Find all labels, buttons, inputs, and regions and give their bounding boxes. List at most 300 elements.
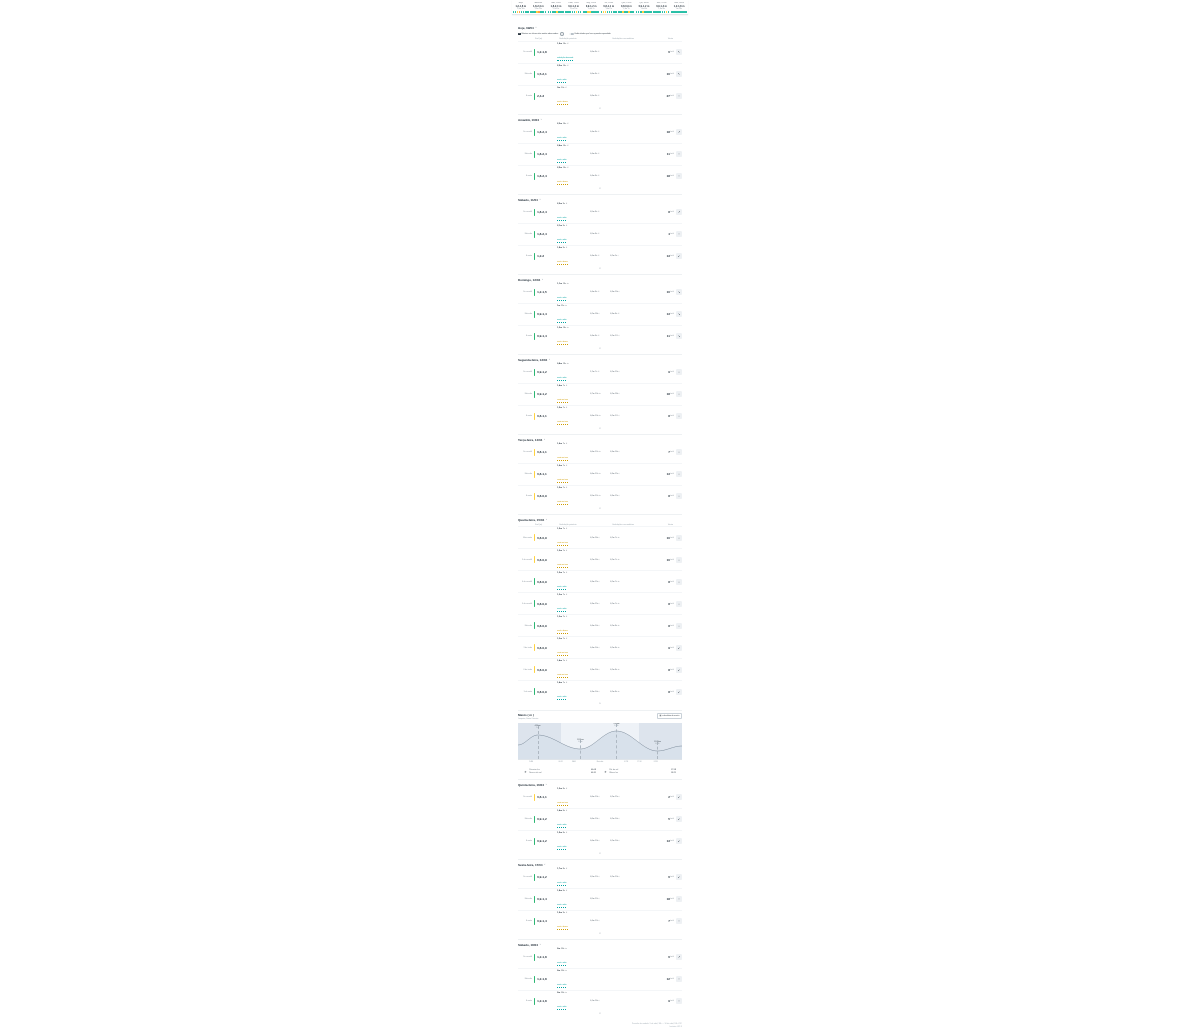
primary-swell-note-text[interactable]: vento em terra bbox=[557, 398, 568, 401]
wind-cell bbox=[652, 93, 682, 99]
wind-speed-value: 18 bbox=[666, 174, 670, 179]
tide-axis-tick: 06:31 bbox=[558, 760, 563, 763]
condition-bar bbox=[636, 11, 652, 13]
day-tab-surf-range: 0,8-0,9 m bbox=[621, 4, 632, 8]
wind-direction-icon[interactable]: ↙ bbox=[677, 839, 681, 844]
day-section-title-text: Quinta-feira, 16/04 bbox=[518, 782, 545, 787]
primary-swell-note-text[interactable]: maré a descer bbox=[557, 925, 568, 928]
chevron-down-icon: ∨ bbox=[545, 784, 548, 787]
day-section bbox=[518, 939, 682, 1016]
wind-direction-icon[interactable]: ↘ bbox=[677, 334, 681, 339]
wind-direction-icon[interactable]: ↑ bbox=[676, 918, 682, 924]
primary-swell-note-text[interactable]: maré a subir bbox=[557, 983, 567, 986]
wind-direction-icon[interactable]: ↙ bbox=[677, 817, 681, 822]
primary-swell-cell bbox=[557, 406, 590, 427]
primary-swell-note-text[interactable]: ondulação observada bbox=[557, 56, 574, 59]
wind-cell bbox=[652, 689, 682, 695]
primary-swell-note-text[interactable]: maré a descer bbox=[557, 100, 568, 103]
sunset-group bbox=[604, 769, 676, 775]
chevron-down-icon: ∨ bbox=[541, 279, 544, 282]
wind-cell bbox=[652, 289, 682, 295]
secondary-swells bbox=[590, 51, 652, 53]
primary-swell-note-text[interactable]: maré a descer bbox=[557, 340, 568, 343]
forecast-row bbox=[518, 165, 682, 187]
header-wind: Vento bbox=[667, 523, 673, 526]
wind-speed-unit: km/h bbox=[670, 95, 674, 98]
forecast-row bbox=[518, 947, 682, 968]
rating-bar bbox=[534, 600, 535, 607]
wind-direction-icon[interactable]: ↑ bbox=[676, 998, 682, 1004]
day-section bbox=[518, 434, 682, 511]
wind-direction-icon[interactable]: ↑ bbox=[676, 93, 682, 99]
surf-height-value: 0,8-0,9 bbox=[537, 601, 547, 606]
wind-direction-icon[interactable]: ↙ bbox=[677, 254, 681, 259]
day-tab-name: Ter, 14/04 bbox=[604, 2, 614, 4]
tide-extreme-marker-line bbox=[616, 724, 617, 759]
day-tab[interactable] bbox=[600, 2, 618, 13]
wind-direction-icon[interactable]: ↓ bbox=[676, 493, 682, 499]
primary-swell-value: 1,3m 7s ↗ bbox=[557, 638, 568, 641]
section-expander[interactable]: ∨ bbox=[599, 106, 601, 110]
day-section-title-text: Sábado, 18/04 bbox=[518, 942, 539, 947]
wind-direction-icon[interactable]: ↖ bbox=[677, 50, 681, 55]
time-of-day-label: Meia-noite bbox=[523, 536, 532, 539]
primary-swell-value: 0,8m 13s ↘ bbox=[557, 362, 569, 365]
wind-cell bbox=[652, 601, 682, 607]
time-of-day-label: De manhã bbox=[523, 876, 532, 879]
primary-swell-note-text[interactable]: maré a subir bbox=[557, 78, 567, 81]
secondary-swells bbox=[590, 603, 652, 605]
day-tab-surf-range: 0,9-1,4 m bbox=[568, 4, 579, 8]
primary-swell-value: 2,2m 9s ↗ bbox=[557, 202, 568, 205]
primary-swell-note-text[interactable]: maré a subir bbox=[557, 318, 567, 321]
day-section bbox=[518, 859, 682, 936]
swell-direction-icon: ↗ bbox=[565, 660, 568, 663]
primary-swell-note-text[interactable]: maré a subir bbox=[557, 881, 567, 884]
time-of-day-label: 3 da manhã bbox=[522, 558, 532, 561]
wind-direction-icon[interactable]: ↖ bbox=[677, 72, 681, 77]
wind-cell bbox=[652, 391, 682, 397]
last-light-label: Última luz bbox=[609, 772, 618, 775]
wind-direction-icon[interactable]: ↗ bbox=[677, 130, 681, 135]
day-tab-surf-range: 1,2-1,8 m bbox=[515, 4, 527, 8]
tide-extreme-time: 4:54am bbox=[534, 724, 541, 727]
primary-swell-note-text[interactable]: maré a subir bbox=[557, 376, 567, 379]
wind-direction-icon[interactable]: ↓ bbox=[676, 471, 682, 477]
wind-cell bbox=[652, 333, 682, 339]
day-tab[interactable] bbox=[635, 2, 653, 13]
primary-swell-note-text[interactable]: vento em terra bbox=[557, 652, 568, 655]
primary-swell-value: 1,5m 7s ↗ bbox=[557, 486, 568, 489]
time-of-day-label: 3 da tarde bbox=[523, 646, 532, 649]
wind-direction-icon[interactable]: ↙ bbox=[677, 875, 681, 880]
day-section-title-text: Sábado, 11/04 bbox=[518, 197, 538, 202]
wind-speed-value: 7 bbox=[668, 919, 670, 924]
tide-extreme-time: 11:32pm bbox=[653, 740, 661, 743]
primary-swell-height: 1,3m bbox=[557, 638, 563, 641]
primary-swell-value: 1,4m 7s ↗ bbox=[557, 384, 568, 387]
wind-direction-icon[interactable]: ↓ bbox=[676, 391, 682, 397]
wind-speed-value: 8 bbox=[668, 689, 670, 694]
wind-direction-icon[interactable]: ↙ bbox=[677, 689, 681, 694]
primary-swell-height: 1m bbox=[557, 304, 561, 307]
section-expander[interactable]: ∧ bbox=[599, 702, 601, 706]
observed-heights-checkbox[interactable]: ✓ bbox=[518, 32, 521, 35]
time-of-day-label: Meio-dia bbox=[524, 73, 532, 76]
wind-speed-unit: km/h bbox=[670, 668, 674, 671]
wind-speed-unit: km/h bbox=[670, 495, 674, 498]
primary-swell-note-text[interactable]: maré a descer bbox=[557, 180, 568, 183]
swell-direction-icon: ↗ bbox=[566, 122, 569, 125]
time-of-day-label: Meio-dia bbox=[524, 473, 532, 476]
time-of-day-label: À noite bbox=[526, 495, 532, 498]
wind-direction-icon[interactable]: ↓ bbox=[676, 369, 682, 375]
secondary-swell-cell: 0,3m 14s ↓ bbox=[590, 668, 600, 671]
primary-swell-cell bbox=[557, 326, 590, 347]
secondary-swell-cell: 0,5m 12s ↘ bbox=[590, 495, 601, 498]
wind-cell bbox=[652, 535, 682, 541]
secondary-swells bbox=[590, 840, 652, 842]
primary-swell-height: 1,7m bbox=[557, 867, 563, 870]
secondary-swell-cell: 0,2m 8s ↘ bbox=[610, 690, 620, 693]
day-tab[interactable] bbox=[565, 2, 583, 13]
tide-extreme-label bbox=[654, 741, 661, 745]
surf-height-value: 2,4-3 bbox=[537, 94, 545, 99]
chevron-down-icon: ∨ bbox=[543, 439, 546, 442]
day-tab-metrics: 1,4m 7s bbox=[587, 8, 595, 11]
primary-swell-note-text[interactable]: maré a subir bbox=[557, 136, 567, 139]
day-tab-surf-range: 1,8-2,4 m bbox=[533, 4, 544, 8]
wind-speed-value: 10 bbox=[666, 535, 670, 540]
primary-swell-note-text[interactable]: maré a descer bbox=[557, 630, 568, 633]
wind-speed-value: 11 bbox=[666, 334, 670, 339]
wind-direction-icon[interactable]: ↑ bbox=[676, 976, 682, 982]
primary-swell-note-text[interactable]: maré a subir bbox=[557, 586, 567, 589]
forecast-row bbox=[518, 830, 682, 852]
wind-speed-value: 18 bbox=[666, 392, 670, 397]
day-tab[interactable] bbox=[582, 2, 600, 13]
tide-axis-tick: 2 AM bbox=[529, 760, 534, 763]
day-tab-surf-range: 1,2-1,8 m bbox=[673, 4, 685, 8]
rating-bar bbox=[534, 493, 535, 500]
wind-speed-unit: km/h bbox=[670, 840, 674, 843]
day-section-title-text: Amanhã, 10/04 bbox=[518, 117, 540, 122]
day-tab[interactable] bbox=[653, 2, 671, 13]
section-expander[interactable]: ∨ bbox=[599, 851, 601, 855]
swell-direction-icon: ↗ bbox=[565, 442, 568, 445]
wind-direction-icon[interactable]: ↙ bbox=[677, 667, 681, 672]
wind-direction-icon[interactable]: ↑ bbox=[676, 896, 682, 902]
wind-direction-icon[interactable]: ↓ bbox=[676, 623, 682, 629]
wind-speed-value: 6 bbox=[668, 955, 670, 960]
primary-swell-value: 1,3m 8s ↗ bbox=[557, 787, 568, 790]
day-section-title[interactable] bbox=[518, 518, 682, 522]
day-tab-surf-range: 0,9-1,2 m bbox=[638, 4, 650, 8]
secondary-swell-cell: 0,2m 8s ↘ bbox=[610, 646, 620, 649]
footer-line2: horários LST-3 bbox=[669, 1026, 682, 1029]
condition-segment bbox=[542, 11, 544, 13]
primary-swell-note-text[interactable]: maré a subir bbox=[557, 961, 567, 964]
condition-segment bbox=[527, 11, 529, 13]
secondary-swells bbox=[590, 495, 652, 497]
wind-cell bbox=[652, 151, 682, 157]
primary-swell-height: 2,4m bbox=[557, 144, 563, 147]
wind-direction-icon[interactable]: ↘ bbox=[677, 290, 681, 295]
forecast-row bbox=[518, 41, 682, 63]
primary-swell-note-text[interactable]: maré a subir bbox=[557, 1005, 567, 1008]
forecast-row bbox=[518, 990, 682, 1012]
wind-direction-icon[interactable]: ↓ bbox=[676, 413, 682, 419]
wind-direction-icon[interactable]: ↑ bbox=[676, 231, 682, 237]
secondary-swell-cell: 0,5m 12s ↓ bbox=[590, 898, 600, 901]
rating-bar bbox=[534, 151, 535, 158]
secondary-swell-cell: 0,3m 16s ↓ bbox=[610, 451, 620, 454]
primary-swell-height: 1,4m bbox=[557, 660, 563, 663]
section-expander[interactable]: ∨ bbox=[599, 1011, 601, 1015]
primary-swell-cell bbox=[557, 911, 590, 932]
wind-speed-unit: km/h bbox=[670, 796, 674, 799]
surf-height-value: 0,9-1,2 bbox=[537, 817, 547, 822]
primary-swell-note-text[interactable]: vento em terra bbox=[557, 500, 568, 503]
secondary-swell-cell: 0,2m 14s ↓ bbox=[610, 818, 620, 821]
secondary-swells bbox=[590, 920, 652, 922]
tide-extreme-label bbox=[577, 739, 584, 743]
time-of-day-label: Meio-dia bbox=[524, 898, 532, 901]
secondary-swell-cell: 0,1m 16s ↓ bbox=[590, 1000, 600, 1003]
primary-swell-note-text[interactable]: maré a subir bbox=[557, 823, 567, 826]
header-surf: Surf (m) bbox=[535, 523, 543, 526]
time-of-day-label: De manhã bbox=[523, 796, 532, 799]
swell-direction-icon: ↗ bbox=[565, 867, 568, 870]
swell-direction-icon: ↗ bbox=[565, 889, 568, 892]
primary-swell-height: 1,6m bbox=[557, 464, 563, 467]
secondary-swells bbox=[590, 255, 652, 257]
time-of-day-label: Meio-dia bbox=[524, 313, 532, 316]
condition-segment bbox=[664, 11, 666, 13]
wind-cell bbox=[652, 557, 682, 563]
wind-speed-value: 9 bbox=[668, 999, 670, 1004]
day-section-title[interactable] bbox=[518, 26, 682, 30]
secondary-swell-cell: 0,6m 13s ↓ bbox=[590, 796, 600, 799]
primary-swell-note-text[interactable]: vento em terra bbox=[557, 564, 568, 567]
primary-swell-note-text[interactable]: maré a subir bbox=[557, 158, 567, 161]
day-tab-metrics: 1,4m 8s bbox=[640, 8, 648, 11]
time-of-day-label: À noite bbox=[526, 1000, 532, 1003]
condition-bar bbox=[565, 11, 581, 13]
section-expander[interactable]: ∨ bbox=[599, 186, 601, 190]
sunset-icon: ☀ bbox=[604, 770, 607, 775]
swell-direction-icon: ↘ bbox=[565, 991, 567, 994]
primary-swell-value: 1,3m 7s ↗ bbox=[557, 616, 568, 619]
forecast-row bbox=[518, 63, 682, 85]
tide-calendar-label: calendário de marés bbox=[662, 715, 680, 718]
day-tab[interactable] bbox=[670, 2, 688, 13]
primary-swell-value: 1,2m 7s ↗ bbox=[557, 528, 568, 531]
primary-swell-note-text[interactable]: vento em terra bbox=[557, 674, 568, 677]
primary-swell-note-text[interactable]: maré a subir bbox=[557, 845, 567, 848]
wind-cell bbox=[652, 493, 682, 499]
day-tab[interactable] bbox=[530, 2, 548, 13]
forecast-row bbox=[518, 570, 682, 592]
day-tab[interactable] bbox=[547, 2, 565, 13]
primary-swell-note-text[interactable]: maré a subir bbox=[557, 216, 567, 219]
wind-speed-unit: km/h bbox=[670, 211, 674, 214]
wind-speed-unit: km/h bbox=[670, 51, 674, 54]
primary-swell-height: 1,2m bbox=[557, 572, 563, 575]
rating-bar bbox=[534, 209, 535, 216]
primary-swell-value: 2m 18s ↘ bbox=[557, 947, 567, 950]
primary-swell-height: 1,8m bbox=[557, 889, 563, 892]
primary-swell-note-text[interactable]: vento em terra bbox=[557, 542, 568, 545]
primary-swell-cell bbox=[557, 681, 590, 702]
wind-direction-icon[interactable]: ↘ bbox=[677, 312, 681, 317]
swell-direction-icon: ↗ bbox=[565, 246, 568, 249]
secondary-swell-cell: 0,2m 7s ↘ bbox=[610, 558, 620, 561]
secondary-swell-cell: 0,5m 12s ↓ bbox=[590, 876, 600, 879]
day-tab-metrics: 1,1m 15s bbox=[569, 8, 578, 11]
primary-swell-note-text[interactable]: maré a subir bbox=[557, 238, 567, 241]
day-tab-surf-range: 0,9-1,4 m bbox=[656, 4, 667, 8]
wind-speed-value: 7 bbox=[668, 450, 670, 455]
primary-swell-cell bbox=[557, 947, 590, 968]
condition-bar bbox=[548, 11, 564, 13]
wind-speed-unit: km/h bbox=[670, 876, 674, 879]
tide-chart[interactable] bbox=[518, 723, 682, 759]
primary-swell-value: 2,4m 10s ↗ bbox=[557, 144, 569, 147]
wind-direction-icon[interactable]: ↓ bbox=[676, 557, 682, 563]
info-icon[interactable]: i bbox=[560, 32, 564, 36]
forecast-column bbox=[518, 15, 682, 1035]
primary-swell-value: 1,6m 7s ↗ bbox=[557, 464, 568, 467]
tide-calendar-button[interactable] bbox=[657, 713, 682, 719]
wind-direction-icon[interactable]: ↓ bbox=[676, 535, 682, 541]
condition-bar bbox=[618, 11, 634, 13]
primary-swell-note bbox=[557, 596, 590, 614]
day-tab[interactable] bbox=[512, 2, 530, 13]
swell-direction-icon: ↗ bbox=[565, 831, 568, 834]
surf-height-value: 1,8-2,4 bbox=[537, 174, 547, 179]
swell-direction-icon: ↘ bbox=[565, 304, 567, 307]
wind-speed-unit: km/h bbox=[670, 451, 674, 454]
sunrise-value: 06:31 bbox=[590, 772, 596, 775]
day-tab[interactable] bbox=[618, 2, 636, 13]
wind-direction-icon[interactable]: ↓ bbox=[676, 449, 682, 455]
wind-speed-unit: km/h bbox=[670, 1000, 674, 1003]
wind-speed-value: 13 bbox=[666, 312, 670, 317]
sunrise-group bbox=[524, 769, 596, 775]
section-expander[interactable]: ∨ bbox=[599, 931, 601, 935]
wind-speed-unit: km/h bbox=[670, 978, 674, 981]
secondary-swells bbox=[590, 876, 652, 878]
rating-bar bbox=[534, 998, 535, 1005]
day-tab-metrics: 1,6m 7s bbox=[605, 8, 612, 11]
primary-swell-cell bbox=[557, 122, 590, 143]
surf-height-value: 0,8-0,9 bbox=[537, 689, 547, 694]
surf-height-value: 0,9-1,2 bbox=[537, 875, 547, 880]
wind-speed-value: 9 bbox=[668, 370, 670, 375]
primary-swell-note-text[interactable]: maré a subir bbox=[557, 296, 567, 299]
primary-swell-note-text[interactable]: maré a descer bbox=[557, 260, 568, 263]
time-of-day-label: De manhã bbox=[523, 291, 532, 294]
section-expander[interactable]: ∨ bbox=[599, 506, 601, 510]
section-expander[interactable]: ∨ bbox=[599, 426, 601, 430]
forecast-row bbox=[518, 548, 682, 570]
section-expander[interactable]: ∨ bbox=[599, 266, 601, 270]
wind-speed-value: 10 bbox=[666, 72, 670, 77]
wind-cell bbox=[652, 449, 682, 455]
primary-swell-value: 1,4m 8s ↗ bbox=[557, 809, 568, 812]
primary-swell-note-text[interactable]: maré a subir bbox=[557, 696, 567, 699]
wind-speed-unit: km/h bbox=[670, 393, 674, 396]
wind-direction-icon[interactable]: ↙ bbox=[677, 795, 681, 800]
primary-swell-cell bbox=[557, 593, 590, 614]
primary-swell-note-text[interactable]: vento em terra bbox=[557, 478, 568, 481]
secondary-swell-cell: 0,6m 12s ↘ bbox=[590, 473, 601, 476]
forecast-row bbox=[518, 122, 682, 143]
forecast-row bbox=[518, 636, 682, 658]
secondary-swells bbox=[590, 647, 652, 649]
wind-direction-icon[interactable]: ↗ bbox=[677, 955, 681, 960]
secondary-swell-cell: 0,6m 13s ↓ bbox=[590, 818, 600, 821]
primary-swell-cell bbox=[557, 144, 590, 165]
secondary-swell-cell: 0,2m 8s ↘ bbox=[610, 668, 620, 671]
hourly-data-toggle[interactable] bbox=[569, 33, 573, 36]
wind-direction-icon[interactable]: ↓ bbox=[676, 579, 682, 585]
wind-cell bbox=[652, 874, 682, 880]
tide-station: Joaquina, Santa Catarina bbox=[518, 717, 539, 720]
wind-speed-unit: km/h bbox=[670, 233, 674, 236]
day-section-title-text: Terça-feira, 14/04 bbox=[518, 437, 543, 442]
wind-direction-icon[interactable]: ↙ bbox=[677, 645, 681, 650]
forecast-row bbox=[518, 485, 682, 507]
primary-swell-note bbox=[557, 530, 590, 548]
wind-direction-icon[interactable]: ↑ bbox=[676, 173, 682, 179]
secondary-swell-cell: 0,6m 13s ↓ bbox=[590, 840, 600, 843]
surf-height-value: 0,8-0,9 bbox=[537, 557, 547, 562]
wind-direction-icon[interactable]: ↑ bbox=[676, 151, 682, 157]
model-run-footer bbox=[518, 1023, 682, 1035]
section-expander[interactable]: ∨ bbox=[599, 346, 601, 350]
wind-cell bbox=[652, 976, 682, 982]
condition-segment bbox=[569, 11, 571, 13]
primary-swell-note-text[interactable]: vento em terra bbox=[557, 456, 568, 459]
swell-direction-icon: ↗ bbox=[566, 144, 569, 147]
wind-direction-icon[interactable]: ↗ bbox=[677, 210, 681, 215]
condition-segment bbox=[632, 11, 634, 13]
primary-swell-note-text[interactable]: maré a subir bbox=[557, 608, 567, 611]
secondary-swell-cell: 0,7m 13s ↘ bbox=[590, 393, 601, 396]
time-of-day-label: Meio-dia bbox=[524, 153, 532, 156]
secondary-swells bbox=[590, 233, 652, 235]
forecast-days-after-tide bbox=[518, 779, 682, 1016]
secondary-swells bbox=[590, 451, 652, 453]
wind-direction-icon[interactable]: ↓ bbox=[676, 601, 682, 607]
swell-direction-icon: ↘ bbox=[565, 969, 567, 972]
secondary-swell-cell: 0,4m 8s ↗ bbox=[590, 291, 600, 294]
primary-swell-cell bbox=[557, 384, 590, 405]
wind-cell bbox=[652, 231, 682, 237]
day-section bbox=[518, 23, 682, 111]
wind-speed-value: 11 bbox=[666, 152, 670, 157]
surf-height-value: 1,2-1,8 bbox=[537, 50, 547, 55]
primary-swell-note-text[interactable]: maré a subir bbox=[557, 903, 567, 906]
surf-height-value: 1,2-1,5 bbox=[537, 290, 547, 295]
time-of-day-label: Meio-dia bbox=[524, 978, 532, 981]
toggle-knob bbox=[569, 33, 571, 35]
primary-swell-note-text[interactable]: vento em terra bbox=[557, 801, 568, 804]
time-of-day-label: À noite bbox=[526, 415, 532, 418]
primary-swell-note-text[interactable]: vento em terra bbox=[557, 420, 568, 423]
